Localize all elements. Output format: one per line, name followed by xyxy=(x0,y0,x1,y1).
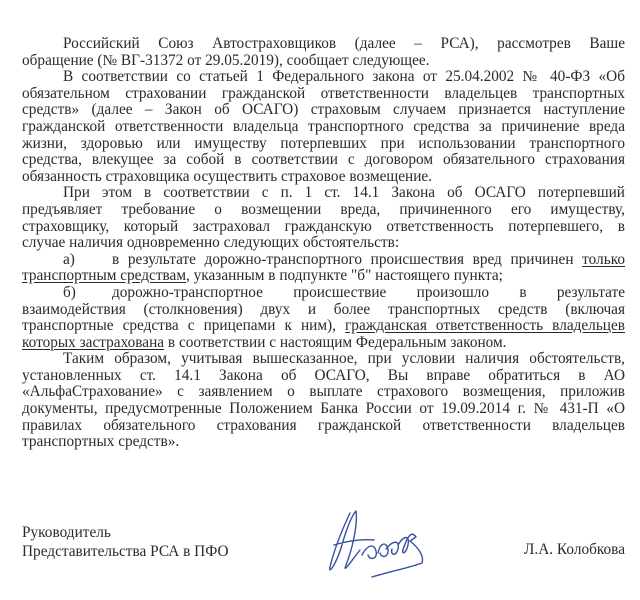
text-line xyxy=(22,335,625,352)
text-segment: обращение (№ ВГ-31372 от 29.05.2019), сообщает следующее. xyxy=(22,51,430,69)
text-line xyxy=(22,235,625,252)
text-line xyxy=(22,136,625,153)
text-segment: средств» (далее – Закон об ОСАГО) страховым случаем признается наступление xyxy=(22,101,625,119)
text-line xyxy=(22,36,625,53)
text-segment: в результате дорожно-транспортного происшествия вред причинен xyxy=(112,250,583,268)
text-segment: транспортных средств». xyxy=(22,433,180,451)
text-segment: гражданской ответственности владельца транспортного средства за причинение вреда xyxy=(22,117,625,135)
text-segment: обязанность страховщика осуществить страховое возмещение. xyxy=(22,167,432,185)
list-item-label: б) xyxy=(63,283,76,301)
text-line xyxy=(22,401,625,418)
letter-body xyxy=(22,36,625,451)
text-segment: установленных ст. 14.1 Закона об ОСАГО, Вы вправе обратиться в АО xyxy=(22,366,625,384)
text-segment: дорожно-транспортное происшествие произошло в результате xyxy=(112,283,625,301)
underlined-text: транспортным средствам xyxy=(22,267,186,285)
text-segment: в соответствии с настоящим Федеральным законом. xyxy=(164,333,507,351)
text-line xyxy=(22,69,625,86)
text-line xyxy=(22,384,625,401)
list-item-label: а) xyxy=(63,250,75,268)
position-line-2: Представительства РСА в ПФО xyxy=(22,542,229,560)
text-segment: обязательном страховании гражданской ответственности владельцев транспортных xyxy=(22,84,625,102)
signer-name: Л.А. Колобкова xyxy=(524,541,625,558)
list-item-line xyxy=(22,285,625,302)
underlined-text: которых застрахована xyxy=(22,333,165,351)
position-line-1: Руководитель xyxy=(22,524,111,541)
text-segment: правилах обязательного страхования гражданской ответственности владельцев xyxy=(22,416,625,434)
list-item-line xyxy=(22,252,625,269)
text-line xyxy=(22,302,625,319)
text-line xyxy=(22,169,625,186)
text-line xyxy=(22,418,625,435)
handwritten-signature xyxy=(312,505,437,580)
text-segment: случае наличия одновременно следующих обстоятельств: xyxy=(22,234,400,252)
underlined-text: гражданская ответственность владельцев xyxy=(345,317,625,335)
underlined-text: только xyxy=(582,250,625,268)
text-line xyxy=(22,202,625,219)
text-line xyxy=(22,86,625,103)
text-line xyxy=(22,368,625,385)
text-segment: страховщику, который застраховал гражданскую ответственность потерпевшего, в xyxy=(22,217,625,235)
list-item-text xyxy=(112,285,625,302)
text-segment: В соответствии со статьей 1 Федерального закона от 25.04.2002 № 40-ФЗ «Об xyxy=(63,68,625,86)
text-line xyxy=(22,53,625,70)
text-segment: средства, влекущее за собой в соответствии с договором обязательного страхования xyxy=(22,151,625,169)
text-segment: , указанным в подпункте "б" настоящего пункта; xyxy=(186,267,503,285)
text-segment: взаимодействия (столкновения) двух и более транспортных средств (включая xyxy=(22,300,625,318)
text-line xyxy=(22,351,625,368)
text-segment: транспортные средства с прицепами к ним), xyxy=(22,317,346,335)
list-item-text xyxy=(112,252,625,269)
text-line xyxy=(22,434,625,451)
signer-position xyxy=(22,524,229,561)
text-segment: Таким образом, учитывая вышесказанное, при условии наличия обстоятельств, xyxy=(63,350,625,368)
text-segment: Российский Союз Автостраховщиков (далее – РСА), рассмотрев Ваше xyxy=(63,35,625,52)
text-line xyxy=(22,119,625,136)
text-segment: документы, предусмотренные Положением Банка России от 19.09.2014 г. № 431-П «О xyxy=(22,400,625,418)
text-line xyxy=(22,318,625,335)
text-line xyxy=(22,152,625,169)
text-line xyxy=(22,268,625,285)
text-segment: предъявляет требование о возмещении вреда, причиненного его имуществу, xyxy=(22,200,625,218)
text-line xyxy=(22,219,625,236)
text-segment: жизни, здоровью или имуществу потерпевших при использовании транспортного xyxy=(22,134,625,152)
text-segment: При этом в соответствии с п. 1 ст. 14.1 Закона об ОСАГО потерпевший xyxy=(63,184,625,202)
text-line xyxy=(22,102,625,119)
text-line xyxy=(22,185,625,202)
text-segment: «АльфаСтрахование» с заявлением о выплате страхового возмещения, приложив xyxy=(22,383,625,401)
